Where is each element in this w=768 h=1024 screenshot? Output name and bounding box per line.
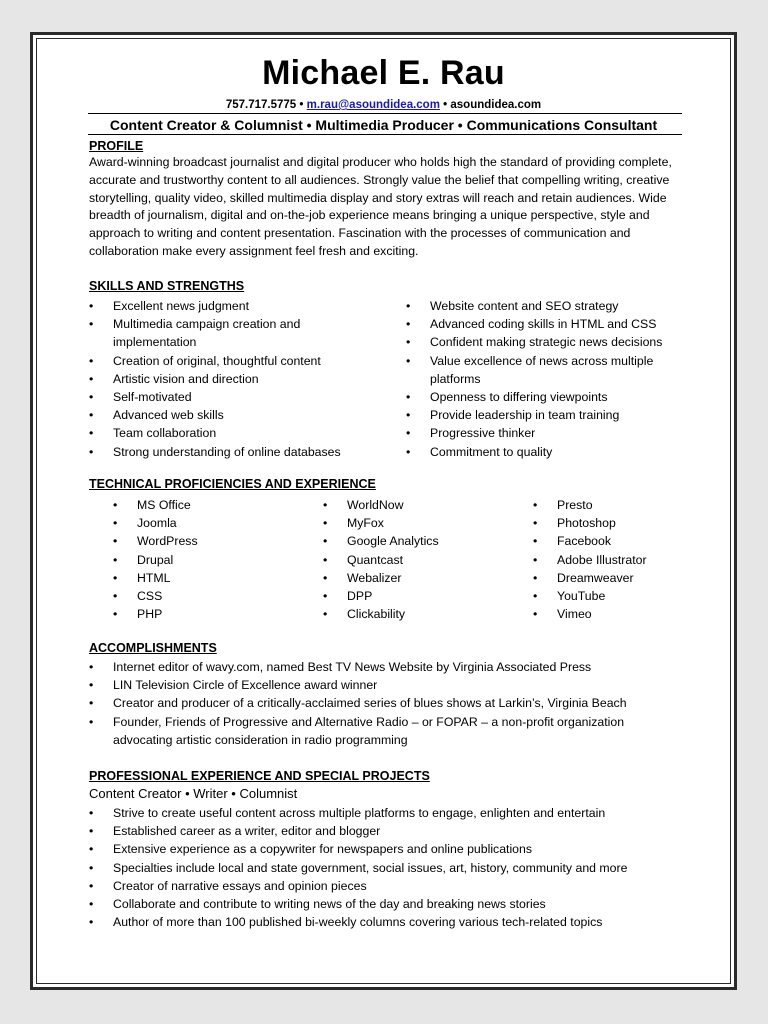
technology-item: • WordPress bbox=[113, 532, 293, 550]
skill-item: • Creation of original, thoughtful content bbox=[89, 352, 354, 370]
technology-item: • Webalizer bbox=[323, 569, 503, 587]
header-bottom-rule bbox=[88, 134, 682, 135]
accomplishments-list bbox=[89, 658, 679, 749]
skills-heading: SKILLS AND STRENGTHS bbox=[89, 279, 245, 293]
experience-item: • Collaborate and contribute to writing news of the day and breaking news stories bbox=[89, 895, 689, 913]
skill-item: • Strong understanding of online databases bbox=[89, 443, 354, 461]
technology-item: • Google Analytics bbox=[323, 532, 503, 550]
accomplishment-item: • Creator and producer of a critically-acclaimed series of blues shows at Larkin’s, Virginia Beach bbox=[89, 694, 679, 712]
technology-item: • Drupal bbox=[113, 551, 293, 569]
technology-item: • Joomla bbox=[113, 514, 293, 532]
technology-item: • Quantcast bbox=[323, 551, 503, 569]
technology-item: • MyFox bbox=[323, 514, 503, 532]
skill-item: • Team collaboration bbox=[89, 424, 354, 442]
professional-tagline: Content Creator & Columnist • Multimedia Producer • Communications Consultant bbox=[109, 117, 658, 133]
technology-item: • Photoshop bbox=[533, 514, 713, 532]
technology-item: • Vimeo bbox=[533, 605, 713, 623]
website-link[interactable]: asoundidea.com bbox=[450, 99, 542, 111]
experience-item: • Strive to create useful content across multiple platforms to engage, enlighten and entertain bbox=[89, 804, 689, 822]
email-link[interactable]: m.rau@asoundidea.com bbox=[306, 99, 440, 111]
skill-item: • Excellent news judgment bbox=[89, 297, 354, 315]
technology-item: • DPP bbox=[323, 587, 503, 605]
technical-column-3 bbox=[533, 496, 713, 623]
skill-item: • Openness to differing viewpoints bbox=[406, 388, 671, 406]
separator: • bbox=[299, 99, 304, 111]
skill-item: • Advanced web skills bbox=[89, 406, 354, 424]
technology-item: • HTML bbox=[113, 569, 293, 587]
technology-item: • WorldNow bbox=[323, 496, 503, 514]
skill-item: • Multimedia campaign creation and implementation bbox=[89, 315, 354, 351]
experience-item: • Specialties include local and state government, social issues, art, history, community and more bbox=[89, 859, 689, 877]
technical-heading: TECHNICAL PROFICIENCIES AND EXPERIENCE bbox=[89, 477, 376, 491]
technology-item: • Clickability bbox=[323, 605, 503, 623]
technology-item: • YouTube bbox=[533, 587, 713, 605]
skill-item: • Confident making strategic news decisions bbox=[406, 333, 671, 351]
experience-item: • Extensive experience as a copywriter for newspapers and online publications bbox=[89, 840, 689, 858]
technology-item: • CSS bbox=[113, 587, 293, 605]
skill-item: • Self-motivated bbox=[89, 388, 354, 406]
header-top-rule bbox=[88, 113, 682, 114]
technology-item: • Dreamweaver bbox=[533, 569, 713, 587]
accomplishment-item: • LIN Television Circle of Excellence award winner bbox=[89, 676, 679, 694]
profile-heading: PROFILE bbox=[89, 139, 144, 153]
accomplishment-item: • Internet editor of wavy.com, named Best TV News Website by Virginia Associated Press bbox=[89, 658, 679, 676]
experience-item: • Creator of narrative essays and opinion pieces bbox=[89, 877, 689, 895]
skill-item: • Website content and SEO strategy bbox=[406, 297, 671, 315]
separator: • bbox=[443, 99, 448, 111]
technology-item: • Presto bbox=[533, 496, 713, 514]
technology-item: • MS Office bbox=[113, 496, 293, 514]
candidate-name: Michael E. Rau bbox=[262, 54, 505, 92]
experience-item: • Established career as a writer, editor and blogger bbox=[89, 822, 689, 840]
experience-heading: PROFESSIONAL EXPERIENCE AND SPECIAL PROJECTS bbox=[89, 769, 430, 783]
contact-line bbox=[33, 98, 734, 112]
skill-item: • Commitment to quality bbox=[406, 443, 671, 461]
skill-item: • Value excellence of news across multiple platforms bbox=[406, 352, 671, 388]
technology-item: • Adobe Illustrator bbox=[533, 551, 713, 569]
technology-item: • PHP bbox=[113, 605, 293, 623]
technical-column-1 bbox=[113, 496, 293, 623]
skills-left-list bbox=[89, 297, 354, 461]
skill-item: • Advanced coding skills in HTML and CSS bbox=[406, 315, 671, 333]
accomplishment-item: • Founder, Friends of Progressive and Alternative Radio – or FOPAR – a non-profit organization advocating artistic consideration in radio programming bbox=[89, 713, 679, 749]
profile-text: Award-winning broadcast journalist and digital producer who holds high the standard of providing complete, accurate and trustworthy content to all audiences. Strongly value the belief that compelling writing, creative storytelling, quality video, skilled multimedia display and story extras will reach and retain audiences. Wide breadth of journalism, digital and on-the-job experience means bringing a unique perspective, style and approach to writing and content presentation. Fascination with the processes of communication and collaboration make every assignment feel fresh and exciting. bbox=[89, 155, 672, 258]
skills-right-list bbox=[406, 297, 671, 461]
skill-item: • Provide leadership in team training bbox=[406, 406, 671, 424]
experience-item: • Author of more than 100 published bi-weekly columns covering various tech-related topics bbox=[89, 913, 689, 931]
role-title: Content Creator • Writer • Columnist bbox=[89, 786, 298, 801]
accomplishments-heading: ACCOMPLISHMENTS bbox=[89, 641, 217, 655]
experience-list bbox=[89, 804, 689, 931]
technology-item: • Facebook bbox=[533, 532, 713, 550]
skill-item: • Artistic vision and direction bbox=[89, 370, 354, 388]
resume-page bbox=[30, 32, 737, 990]
technical-column-2 bbox=[323, 496, 503, 623]
skill-item: • Progressive thinker bbox=[406, 424, 671, 442]
phone-number: 757.717.5775 bbox=[225, 99, 297, 111]
